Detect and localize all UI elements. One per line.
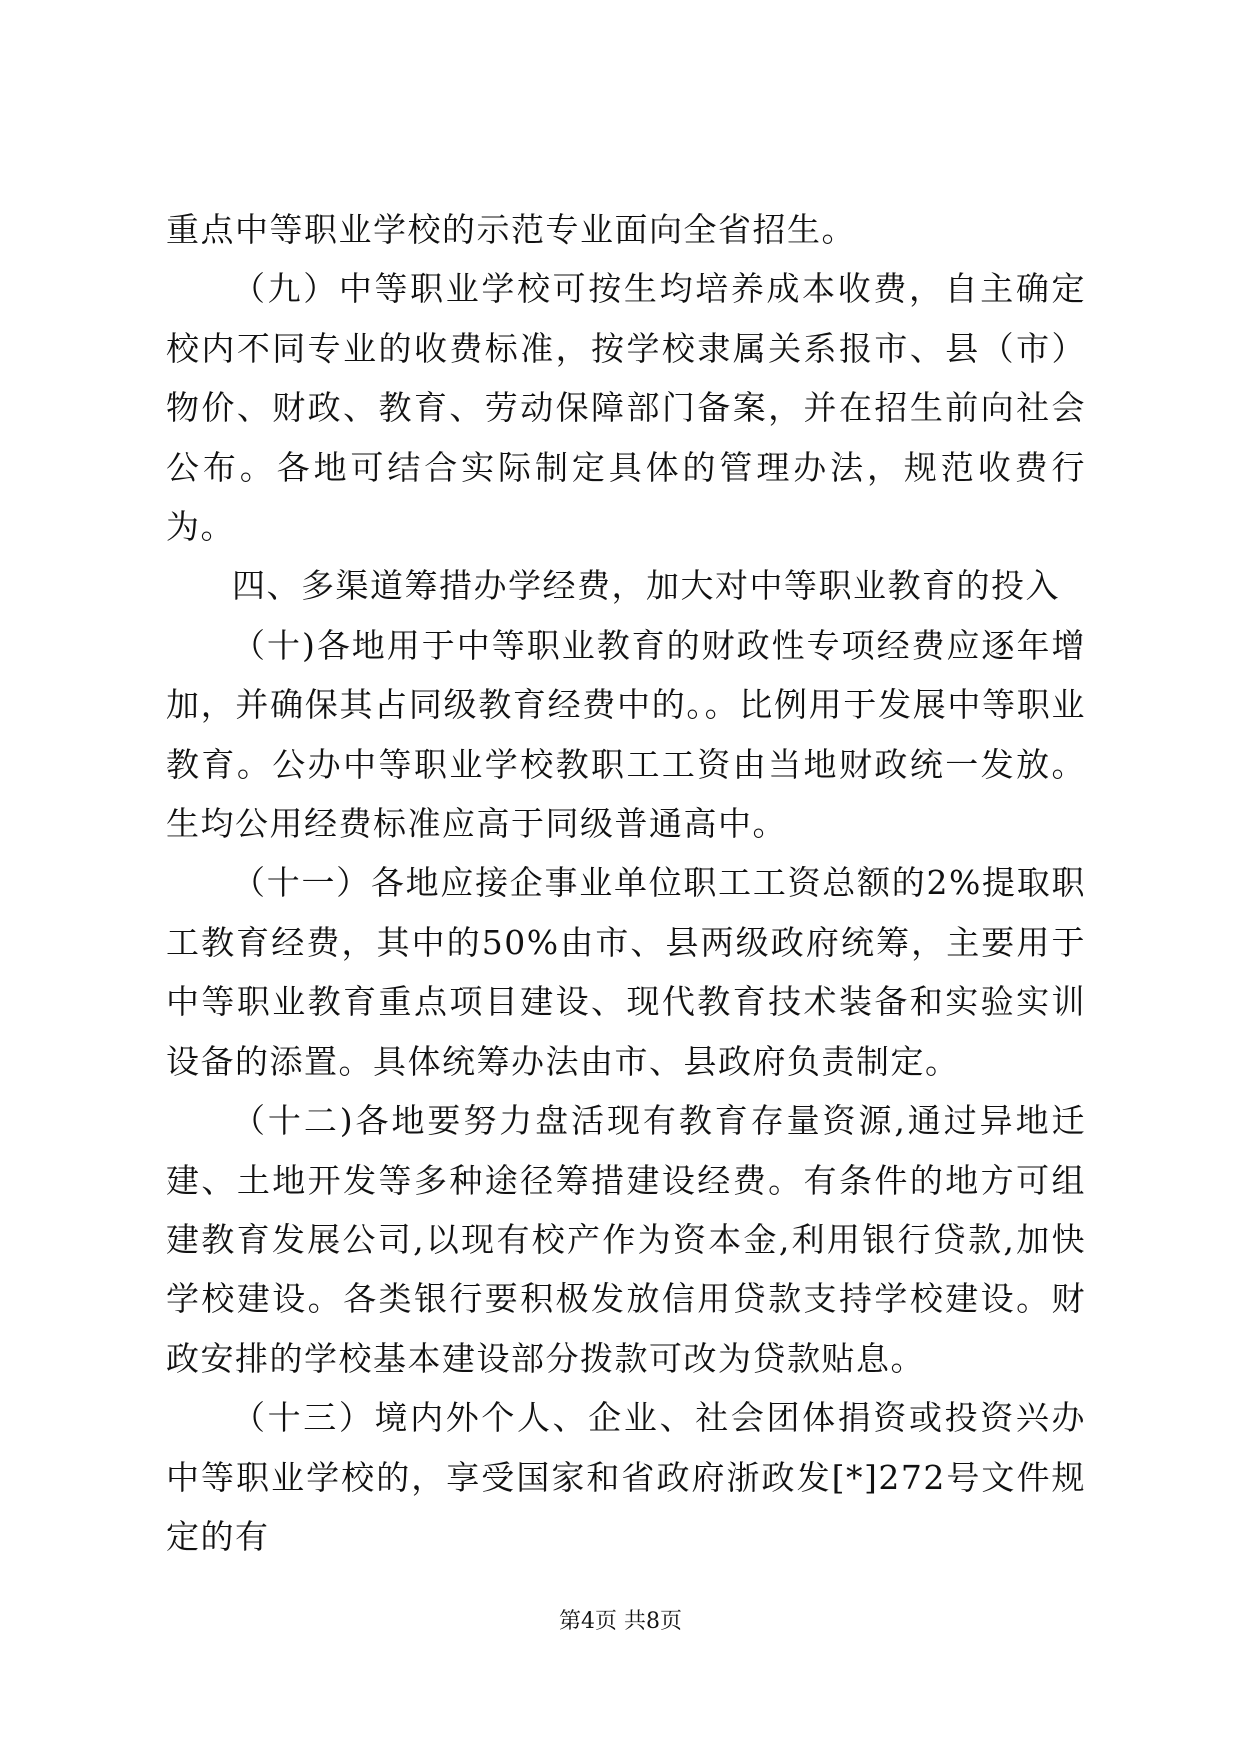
document-body: [166, 200, 1086, 1566]
section-heading-4: 四、多渠道筹措办学经费，加大对中等职业教育的投入: [232, 566, 1060, 606]
paragraph-item-13: （十三）境内外个人、企业、社会团体捐资或投资兴办中等职业学校的，享受国家和省政府浙政发[*]272号文件规定的有: [166, 1398, 1086, 1556]
page-footer: [0, 1607, 1241, 1637]
paragraph-item-11: （十一）各地应接企事业单位职工工资总额的2%提取职工教育经费，其中的50%由市、县两级政府统筹，主要用于中等职业教育重点项目建设、现代教育技术装备和实验实训设备的添置。具体统筹办法由市、县政府负责制定。: [166, 863, 1086, 1081]
paragraph-item-9: （九）中等职业学校可按生均培养成本收费，自主确定校内不同专业的收费标准，按学校隶属关系报市、县（市）物价、财政、教育、劳动保障部门备案，并在招生前向社会公布。各地可结合实际制定具体的管理办法，规范收费行为。: [166, 269, 1086, 547]
page-number-label: 第4页 共8页: [559, 1609, 682, 1634]
paragraph-item-12: （十二)各地要努力盘活现有教育存量资源,通过异地迁建、土地开发等多种途径筹措建设经费。有条件的地方可组建教育发展公司,以现有校产作为资本金,利用银行贷款,加快学校建设。各类银行要积极发放信用贷款支持学校建设。财政安排的学校基本建设部分拨款可改为贷款贴息。: [166, 1101, 1086, 1378]
paragraph-continuation: 重点中等职业学校的示范专业面向全省招生。: [166, 210, 856, 249]
paragraph-item-10: （十)各地用于中等职业教育的财政性专项经费应逐年增加，并确保其占同级教育经费中的。。比例用于发展中等职业教育。公办中等职业学校教职工工资由当地财政统一发放。生均公用经费标准应高于同级普通高中。: [166, 625, 1086, 844]
